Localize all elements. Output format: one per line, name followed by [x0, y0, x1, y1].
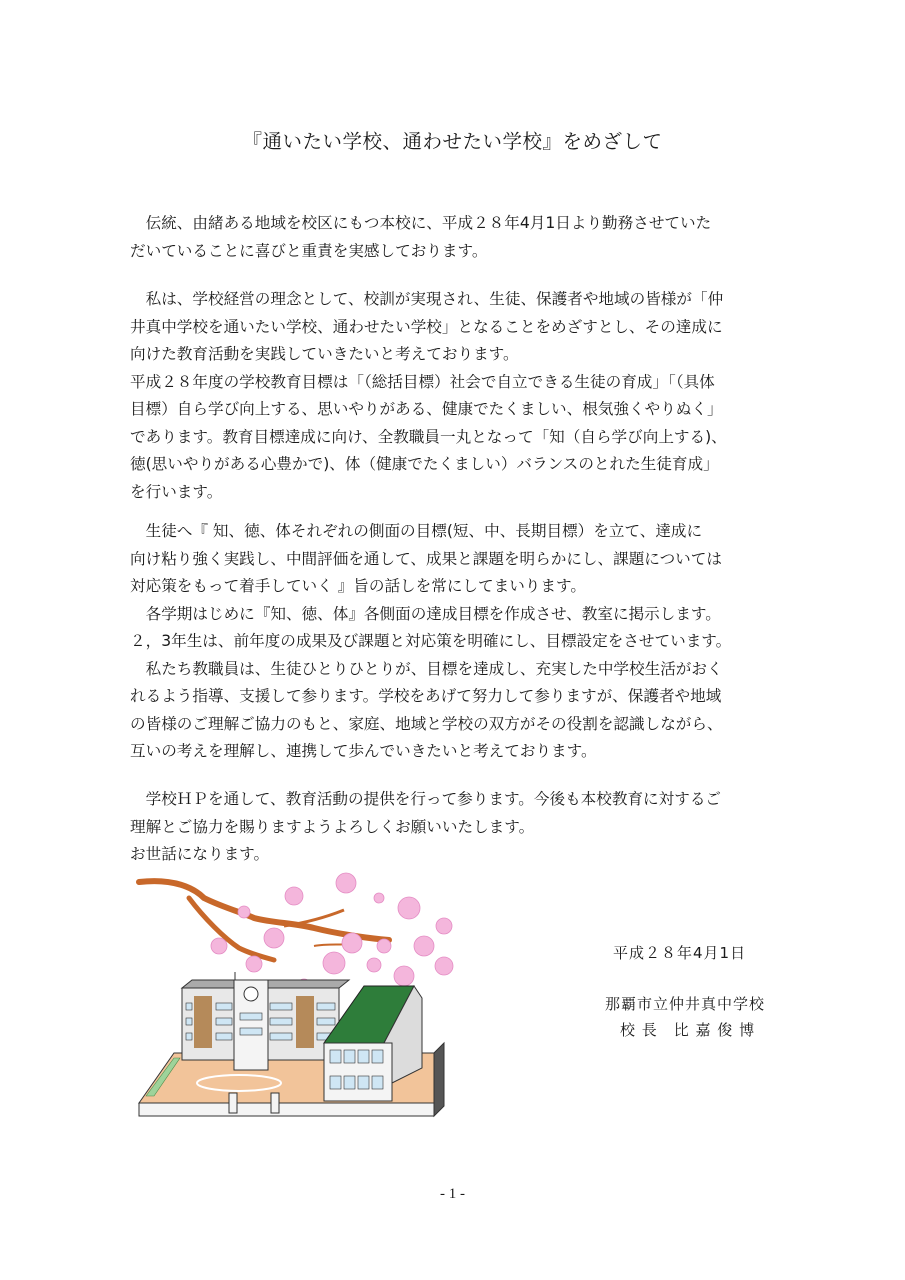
- text-line: 生徒へ『 知、徳、体それぞれの側面の目標(短、中、長期目標）を立て、達成に: [130, 522, 703, 540]
- text-line: 対応策をもって着手していく 』旨の話しを常にしてまいります。: [130, 577, 586, 595]
- signature-principal: 校 長 比 嘉 俊 博: [620, 1021, 756, 1039]
- text-line: 平成２８年度の学校教育目標は「（総括目標）社会で自立できる生徒の育成」「（具体: [130, 372, 715, 391]
- text-line: 徳(思いやりがある心豊かで)、体（健康でたくましい）バランスのとれた生徒育成」: [130, 455, 719, 473]
- text-line: であります。教育目標達成に向け、全教職員一丸となって「知（自ら学び向上する)、: [130, 427, 727, 446]
- school-building-icon: [134, 868, 459, 1123]
- signature-date: 平成２８年4月1日: [613, 944, 747, 962]
- text-line: 私たち教職員は、生徒ひとりひとりが、目標を達成し、充実した中学校生活がおく: [130, 659, 723, 678]
- text-line: 目標）自ら学び向上する、思いやりがある、健康でたくましい、根気強くやりぬく」: [130, 400, 723, 418]
- page-number: - 1 -: [440, 1186, 465, 1202]
- text-line: の皆様のご理解ご協力のもと、家庭、地域と学校の双方がその役割を認識しながら、: [130, 714, 723, 733]
- text-line: 各学期はじめに『知、徳、体』各側面の達成目標を作成させ、教室に掲示します。: [130, 604, 721, 623]
- paragraph-1: [130, 210, 780, 265]
- text-line: 伝統、由緒ある地域を校区にもつ本校に、平成２８年4月1日より勤務させていた: [130, 214, 712, 232]
- text-line: 井真中学校を通いたい学校、通わせたい学校」となることをめざすとし、その達成に: [130, 317, 723, 336]
- text-line: 互いの考えを理解し、連携して歩んでいきたいと考えております。: [130, 742, 597, 760]
- text-line: お世話になります。: [130, 845, 270, 863]
- text-line: 向けた教育活動を実践していきたいと考えております。: [130, 345, 519, 363]
- school-illustration: [134, 868, 459, 1123]
- text-line: 私は、学校経営の理念として、校訓が実現され、生徒、保護者や地域の皆様が「仲: [130, 290, 724, 308]
- text-line: を行います。: [130, 482, 223, 501]
- text-line: だいていることに喜びと重責を実感しております。: [130, 241, 488, 260]
- signature-school: 那覇市立仲井真中学校: [605, 995, 766, 1013]
- text-line: 向け粘り強く実践し、中間評価を通して、成果と課題を明らかにし、課題については: [130, 549, 722, 568]
- text-line: れるよう指導、支援して参ります。学校をあげて努力して参りますが、保護者や地域: [130, 687, 722, 705]
- paragraph-3: [130, 518, 780, 766]
- paragraph-4: [130, 786, 780, 869]
- paragraph-2: [130, 286, 780, 506]
- text-line: 学校ＨＰを通して、教育活動の提供を行って参ります。今後も本校教育に対するご: [130, 790, 722, 808]
- text-line: 理解とご協力を賜りますようよろしくお願いいたします。: [130, 817, 535, 836]
- text-line: ２，3年生は、前年度の成果及び課題と対応策を明確にし、目標設定をさせています。: [130, 632, 732, 650]
- document-title: 『通いたい学校、通わせたい学校』をめざして: [242, 130, 663, 153]
